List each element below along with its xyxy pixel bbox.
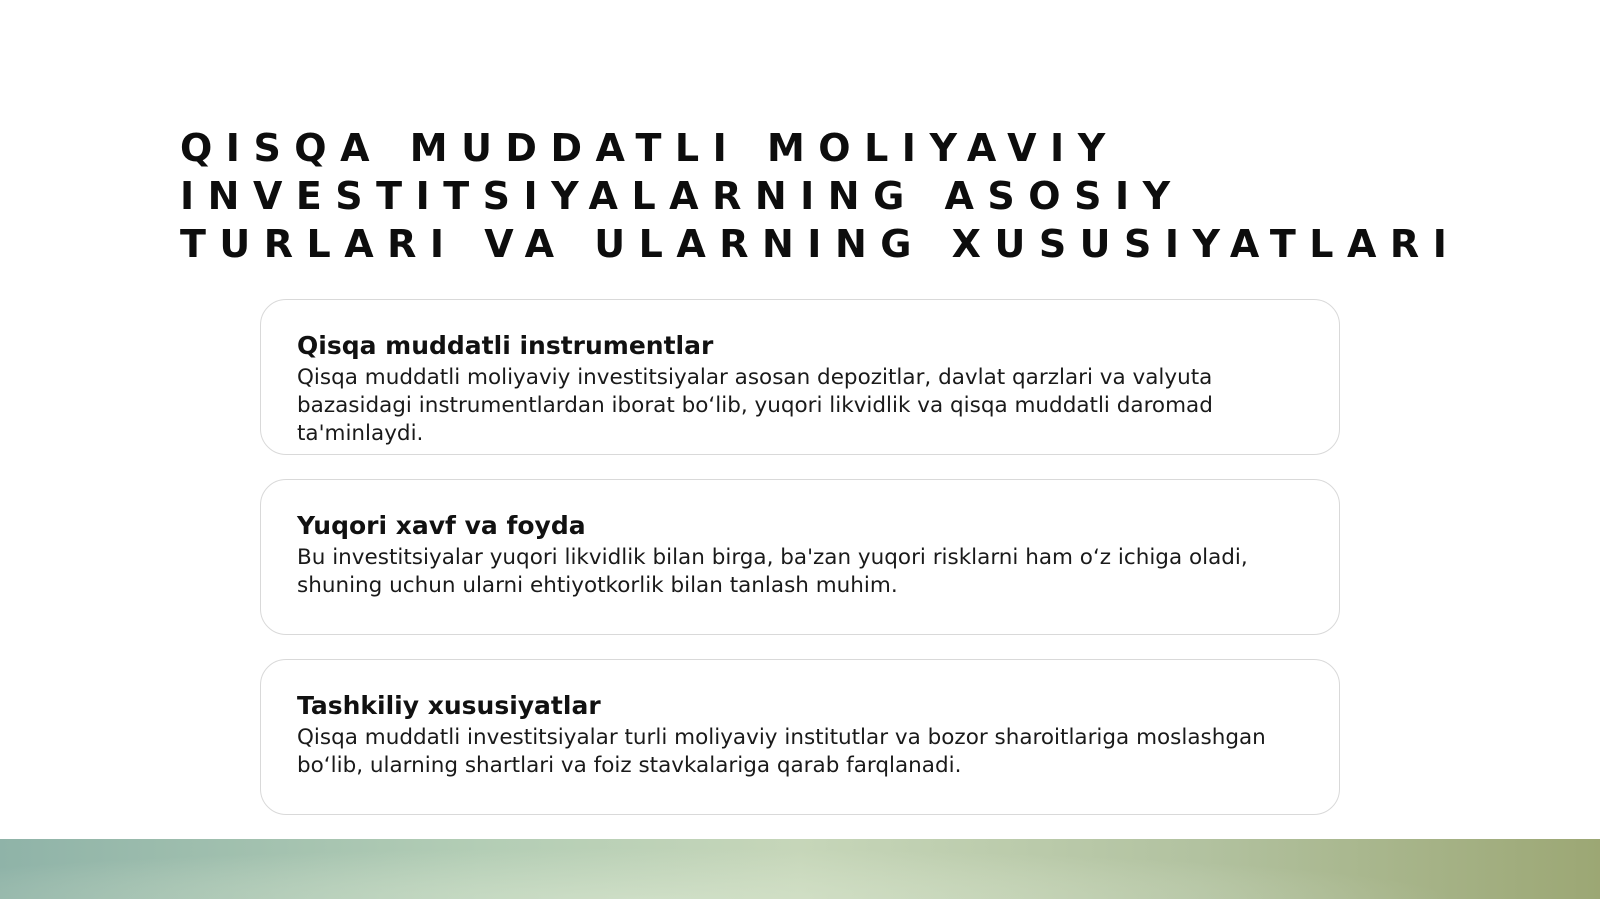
card-heading: Tashkiliy xususiyatlar	[297, 691, 601, 720]
card-body: Bu investitsiyalar yuqori likvidlik bilan birga, ba'zan yuqori risklarni ham o‘z ichiga oladi, shuning uchun ularni ehtiyotkorlik bilan tanlash muhim.	[297, 545, 1248, 598]
decorative-bottom-band	[0, 839, 1600, 899]
card-body: Qisqa muddatli investitsiyalar turli moliyaviy institutlar va bozor sharoitlariga moslashgan bo‘lib, ularning shartlari va foiz stavkalariga qarab farqlanadi.	[297, 725, 1266, 778]
card-organizational-features	[260, 659, 1340, 815]
card-risk-and-return	[260, 479, 1340, 635]
card-heading: Qisqa muddatli instrumentlar	[297, 331, 714, 360]
card-body: Qisqa muddatli moliyaviy investitsiyalar asosan depozitlar, davlat qarzlari va valyuta bazasidagi instrumentlardan iborat bo‘lib, yuqori likvidlik va qisqa muddatli daromad ta'minlaydi.	[297, 365, 1213, 446]
card-short-term-instruments	[260, 299, 1340, 455]
card-heading: Yuqori xavf va foyda	[297, 511, 586, 540]
slide-title: QISQA MUDDATLI MOLIYAVIY INVESTITSIYALARNING ASOSIY TURLARI VA ULARNING XUSUSIYATLARI	[180, 126, 1461, 266]
